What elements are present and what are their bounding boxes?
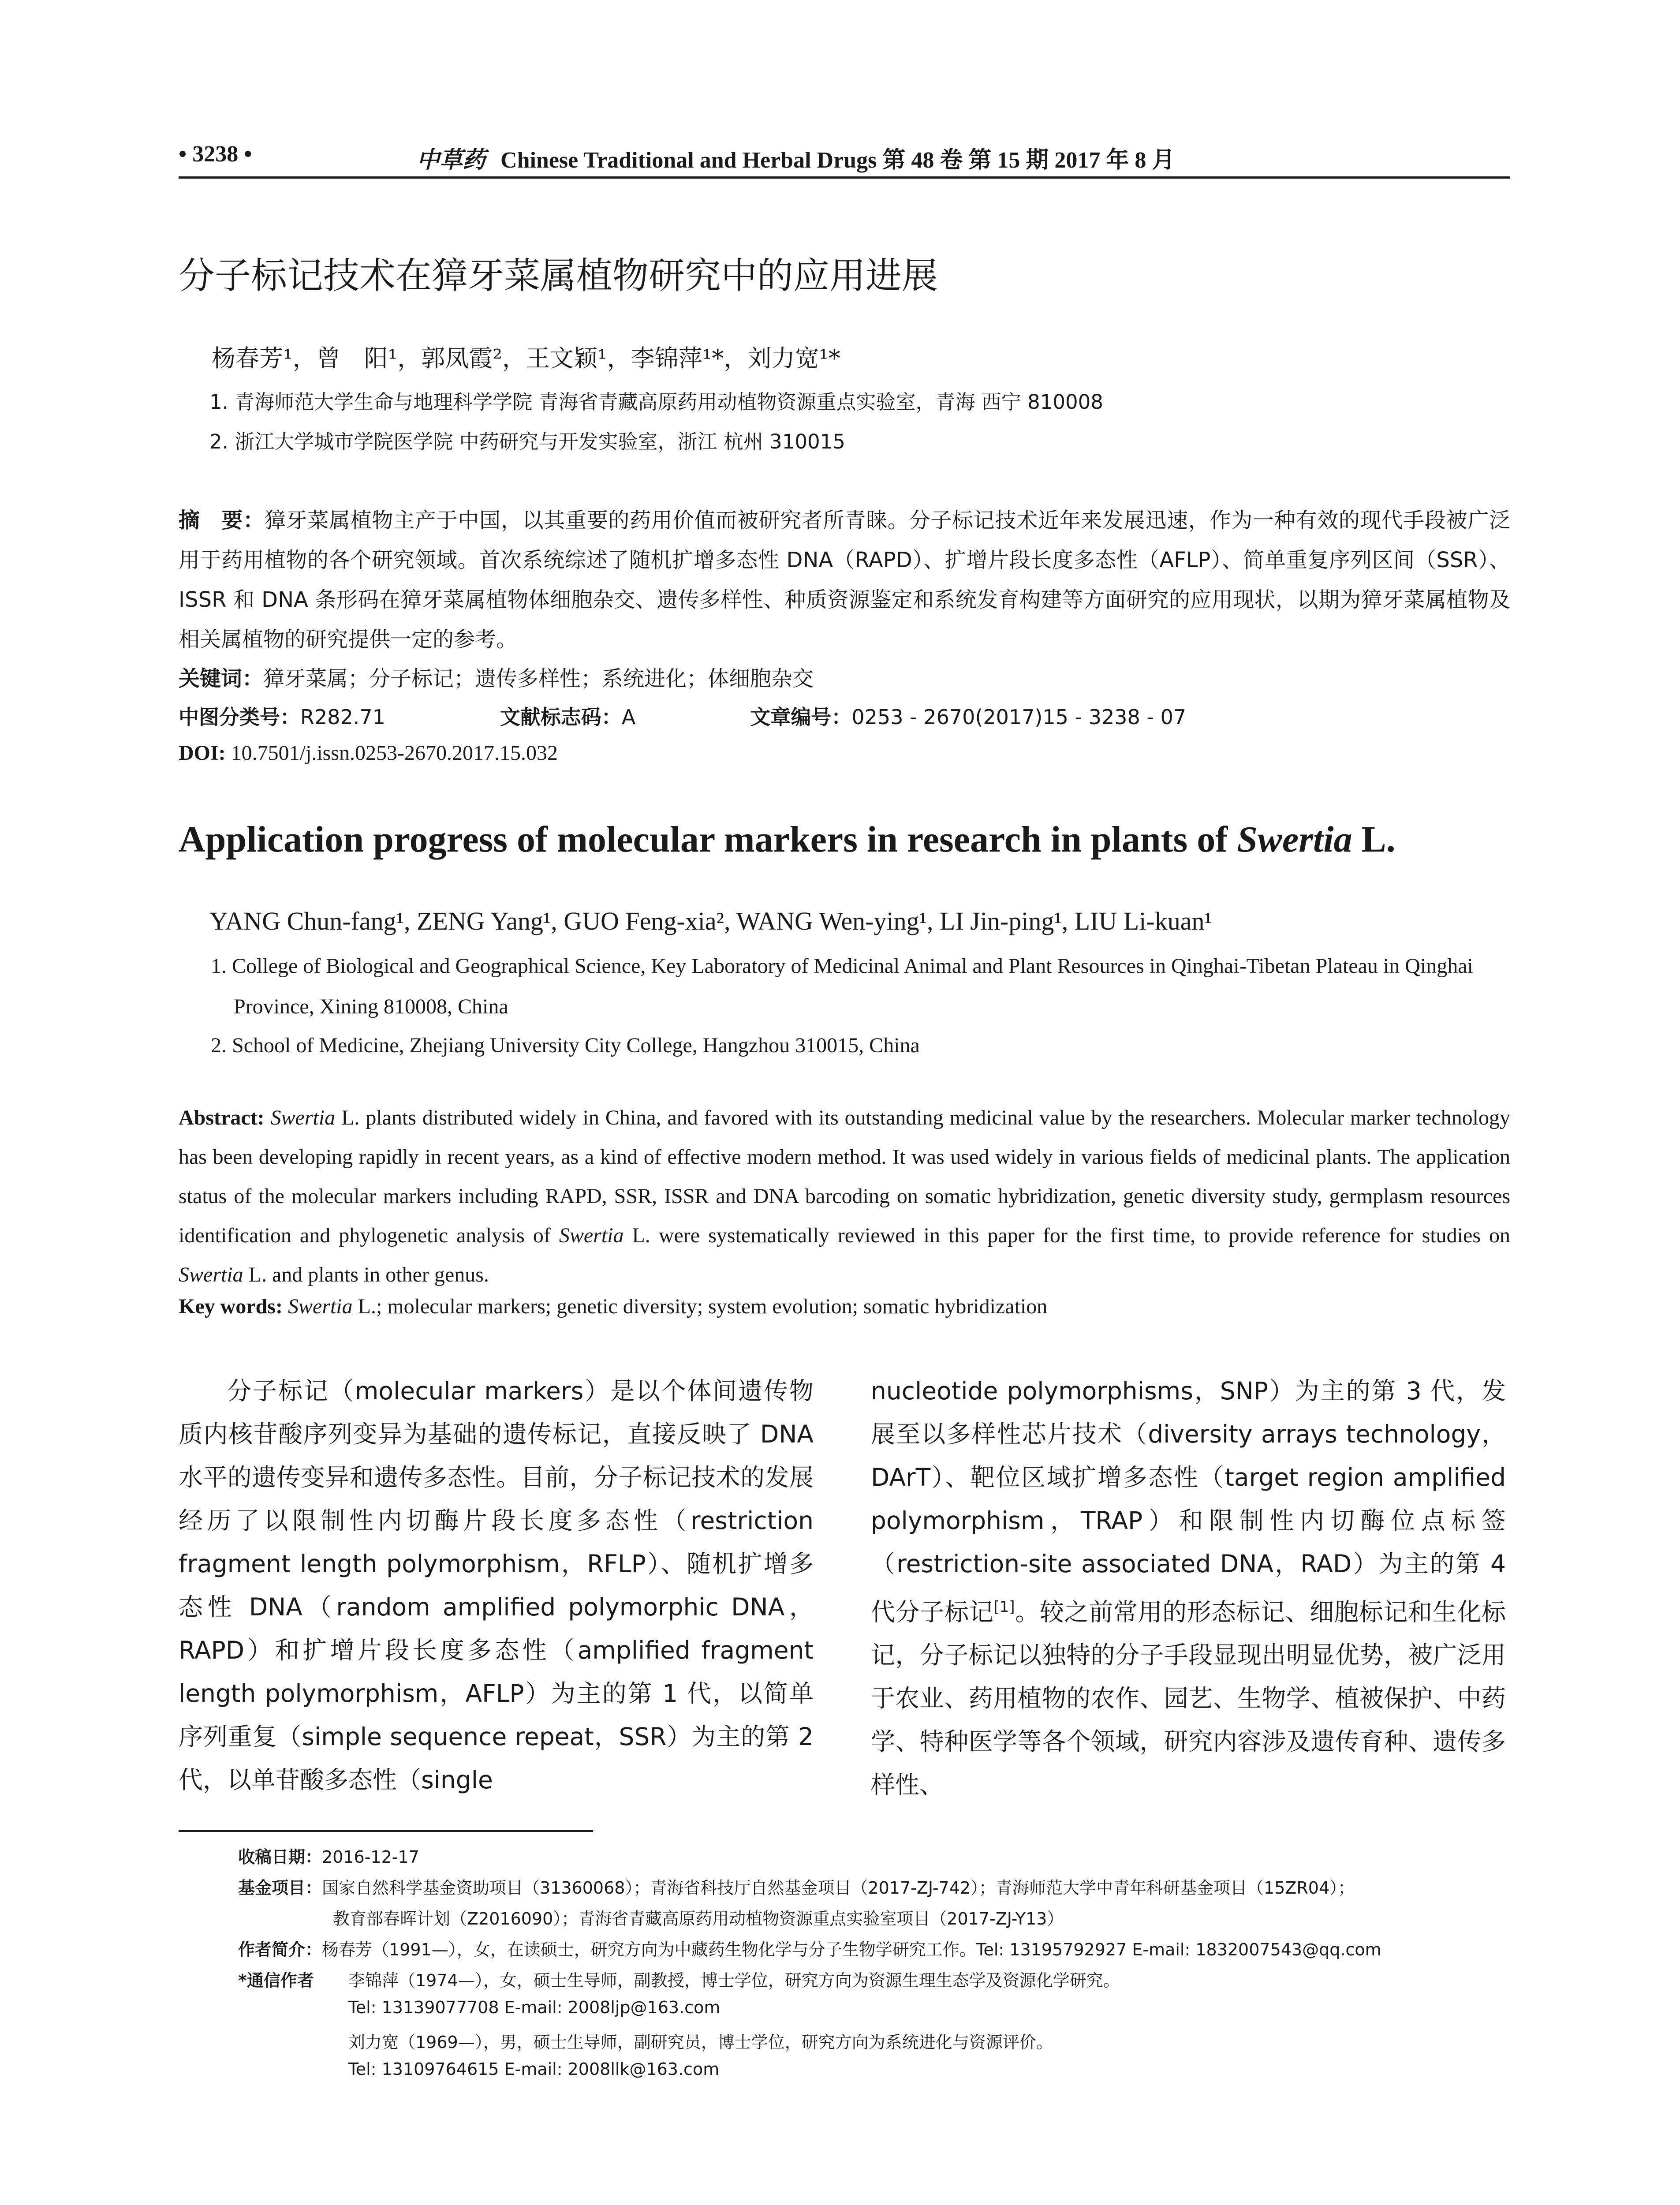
title-en-genus: Swertia <box>1237 819 1352 860</box>
received-label: 收稿日期： <box>238 1847 322 1867</box>
journal-info <box>417 141 1175 174</box>
doc-code-value: A <box>621 705 636 729</box>
footnote-fund-2: 教育部春晖计划（Z2016090）；青海省青藏高原药用动植物资源重点实验室项目（2017-ZJ-Y13） <box>333 1909 1064 1928</box>
affiliation-cn-1: 1. 青海师范大学生命与地理科学学院 青海省青藏高原药用动植物资源重点实验室，青海 西宁 810008 <box>209 390 1103 414</box>
journal-issue: Chinese Traditional and Herbal Drugs 第 48 卷 第 15 期 2017 年 8 月 <box>500 148 1175 173</box>
doi-label: DOI: <box>179 741 226 765</box>
affiliation-cn-2: 2. 浙江大学城市学院医学院 中药研究与开发实验室，浙江 杭州 310015 <box>209 430 845 453</box>
clc-value: R282.71 <box>300 705 385 729</box>
abstract-en-label: Abstract: <box>179 1106 265 1129</box>
abstract-cn <box>179 501 1510 659</box>
keywords-cn-text: 獐牙菜属；分子标记；遗传多样性；系统进化；体细胞杂交 <box>263 666 814 691</box>
received-date: 2016-12-17 <box>322 1847 419 1867</box>
running-header <box>179 141 1510 176</box>
abstract-en-genus: Swertia <box>559 1224 624 1247</box>
corresponding-author-1-contact: Tel: 13139077708 E-mail: 2008ljp@163.com <box>348 1998 721 2017</box>
doc-code-label: 文献标志码： <box>500 705 622 729</box>
footnote-rule <box>179 1830 593 1832</box>
footnote-received <box>238 1843 419 1868</box>
authors-en: YANG Chun-fang¹, ZENG Yang¹, GUO Feng-xia², WANG Wen-ying¹, LI Jin-ping¹, LIU Li-kuan¹ <box>209 907 1212 935</box>
doi-line <box>179 741 558 765</box>
body-column-2-text-a: nucleotide polymorphisms，SNP）为主的第 3 代，发展至以多样性芯片技术（diversity arrays technology，DArT）、靶位区域扩增多态性（target region amplified polymorphism，TRAP）和限制性内切酶位点标签（restriction-site associated DNA，RAD）为主的第 4 代分子标记 <box>871 1377 1506 1626</box>
body-column-1: 分子标记（molecular markers）是以个体间遗传物质内核苷酸序列变异为基础的遗传标记，直接反映了 DNA 水平的遗传变异和遗传多态性。目前，分子标记技术的发展经历了以限制性内切酶片段长度多态性（restriction fragment length polymorphism，RFLP）、随机扩增多态性 DNA（random amplified polymorphic DNA，RAPD）和扩增片段长度多态性（amplified fragment length polymorphism，AFLP）为主的第 1 代，以简单序列重复（simple sequence repeat，SSR）为主的第 2 代，以单苷酸多态性（single <box>179 1377 814 1794</box>
abstract-en-part-1: L. plants distributed widely in China, and favored with its outstanding medicinal value by the researchers. Molecular marker technology has been developing rapidly in recent years, as a kind of effective modern method. It was used widely in various fields of medicinal plants. The application status of the molecular markers including RAPD, SSR, ISSR and DNA barcoding on somatic hybridization, genetic diversity study, germplasm resources identification and phylogenetic analysis of <box>179 1106 1511 1247</box>
author-text: 杨春芳（1991—），女，在读硕士，研究方向为中藏药生物化学与分子生物学研究工作。Tel: 13195792927 E-mail: 1832007543@qq.com <box>322 1940 1381 1959</box>
abstract-en <box>179 1098 1510 1294</box>
abstract-en-genus: Swertia <box>270 1106 336 1129</box>
author-label: 作者简介： <box>238 1940 322 1959</box>
keywords-en-text: L.; molecular markers; genetic diversity; system evolution; somatic hybridization <box>352 1295 1048 1318</box>
title-en-main: Application progress of molecular markers in research in plants of <box>179 819 1237 860</box>
abstract-en-genus: Swertia <box>179 1263 243 1286</box>
corresponding-author-2: 刘力宽（1969—），男，硕士生导师，副研究员，博士学位，研究方向为系统进化与资源评价。 <box>348 2033 1053 2052</box>
fund-label: 基金项目： <box>238 1878 322 1898</box>
abstract-cn-text: 獐牙菜属植物主产于中国，以其重要的药用价值而被研究者所青睐。分子标记技术近年来发展迅速，作为一种有效的现代手段被广泛用于药用植物的各个研究领域。首次系统综述了随机扩增多态性 DNA（RAPD）、扩增片段长度多态性（AFLP）、简单重复序列区间（SSR）、ISSR 和 DNA 条形码在獐牙菜属植物体细胞杂交、遗传多样性、种质资源鉴定和系统发育构建等方面研究的应用现状，以期为獐牙菜属植物及相关属植物的研究提供一定的参考。 <box>179 508 1510 652</box>
header-rule <box>179 176 1510 179</box>
article-number-label: 文章编号： <box>750 705 852 729</box>
abstract-en-part-2: L. were systematically reviewed in this paper for the first time, to provide reference for studies on <box>623 1224 1511 1247</box>
keywords-en-genus: Swertia <box>287 1295 353 1318</box>
footnote-fund-1 <box>238 1874 1355 1899</box>
corresponding-author-2-contact: Tel: 13109764615 E-mail: 2008llk@163.com <box>348 2059 720 2079</box>
clc-label: 中图分类号： <box>179 705 300 729</box>
footnote-author <box>238 1936 1381 1960</box>
footnote-corresponding <box>238 1967 314 1991</box>
corresponding-author-1: 李锦萍（1974—），女，硕士生导师，副教授，博士学位，研究方向为资源生理生态学及资源化学研究。 <box>348 1971 1120 1990</box>
fund-text-1: 国家自然科学基金资助项目（31360068）；青海省科技厅自然基金项目（2017-ZJ-742）；青海师范大学中青年科研基金项目（15ZR04）； <box>322 1878 1355 1898</box>
keywords-cn-label: 关键词： <box>179 666 264 691</box>
body-column-2 <box>871 1369 1506 1806</box>
keywords-cn <box>179 662 814 692</box>
journal-name-cn: 中草药 <box>417 146 486 173</box>
citation-ref[interactable]: [1] <box>993 1598 1015 1616</box>
title-cn: 分子标记技术在獐牙菜属植物研究中的应用进展 <box>179 255 938 297</box>
affiliation-en-1: 1. College of Biological and Geographical Science, Key Laboratory of Medicinal Animal and Plant Resources in Qinghai-Tibetan Plateau in Qinghai Province, Xining 810008, China <box>211 954 1473 1018</box>
body-column-2-text-b: 。较之前常用的形态标记、细胞标记和生化标记，分子标记以独特的分子手段显现出明显优势，被广泛用于农业、药用植物的农作、园艺、生物学、植被保护、中药学、特种医学等各个领域，研究内容涉及遗传育种、遗传多样性、 <box>871 1598 1506 1799</box>
abstract-en-part-3: L. and plants in other genus. <box>243 1263 489 1286</box>
keywords-en-label: Key words: <box>179 1295 283 1318</box>
title-en <box>179 818 1396 861</box>
affiliation-en-2: 2. School of Medicine, Zhejiang University City College, Hangzhou 310015, China <box>211 1034 920 1057</box>
corresponding-label: *通信作者 <box>238 1971 314 1990</box>
classification-line <box>179 701 1186 730</box>
keywords-en <box>179 1294 1047 1319</box>
authors-cn: 杨春芳¹，曾 阳¹，郭凤霞²，王文颖¹，李锦萍¹*，刘力宽¹* <box>212 344 840 372</box>
abstract-cn-label: 摘 要： <box>179 508 265 533</box>
article-number-value: 0253 - 2670(2017)15 - 3238 - 07 <box>851 705 1187 729</box>
title-en-tail: L. <box>1352 819 1396 860</box>
doi-value[interactable]: 10.7501/j.issn.0253-2670.2017.15.032 <box>231 741 558 765</box>
page-number: • 3238 • <box>179 142 252 167</box>
